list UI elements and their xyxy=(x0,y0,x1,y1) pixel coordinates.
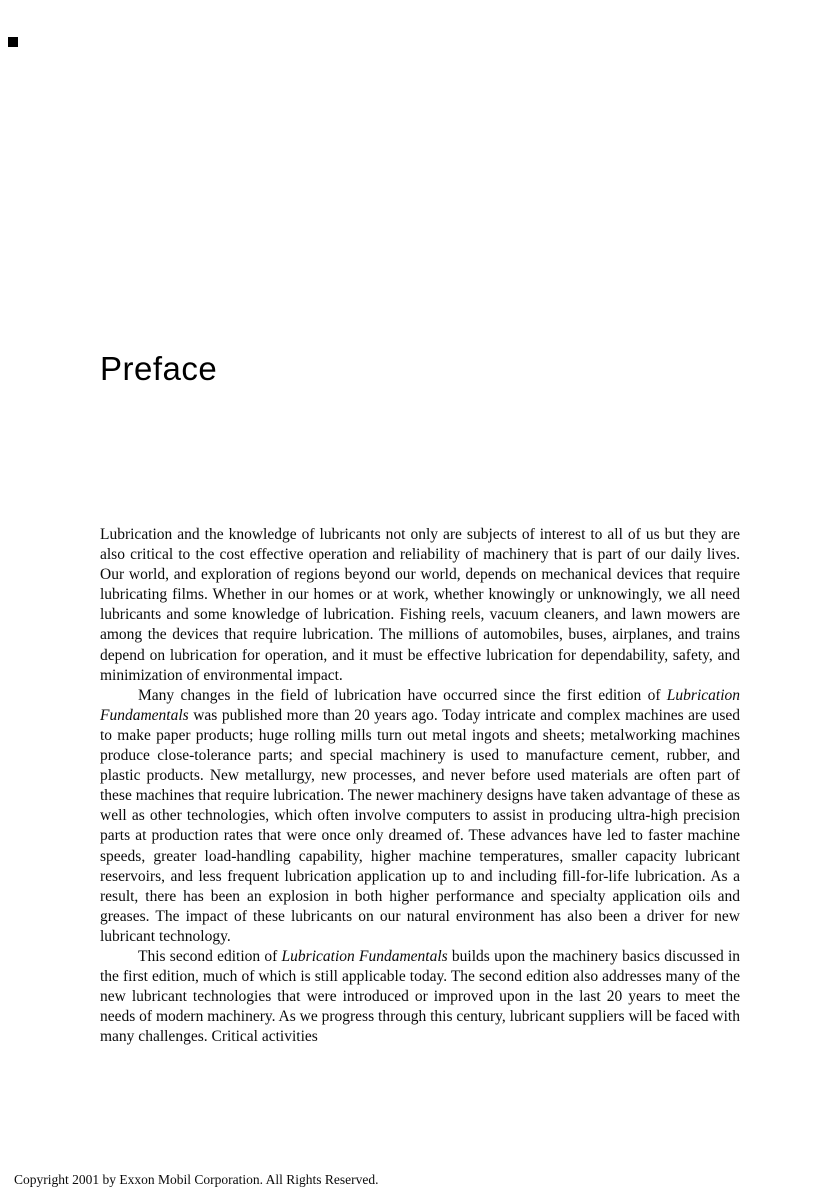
page-corner-mark xyxy=(8,37,18,47)
book-title-italic-1: Lubrication Fundamentals xyxy=(100,686,740,724)
paragraph-2-text-post: was published more than 20 years ago. Today intricate and complex machines are used to make paper products; huge rolling mills turn out metal ingots and sheets; metalworking machines produce close-tolerance parts; and special machinery is used to manufacture cement, rubber, and plastic products. New metallurgy, new processes, and never before used materials are often part of these machines that require lubrication. The newer machinery designs have taken advantage of these as well as other technologies, which often involve computers to assist in producing ultra-high precision parts at production rates that were once only dreamed of. These advances have led to faster machine speeds, greater load-handling capability, higher machine temperatures, smaller capacity lubricant reservoirs, and less frequent lubrication application up to and including fill-for-life lubrication. As a result, there has been an explosion in both higher performance and specialty application oils and greases. The impact of these lubricants on our natural environment has also been a driver for new lubricant technology. xyxy=(100,706,740,945)
paragraph-1-text: Lubrication and the knowledge of lubricants not only are subjects of interest to all of us but they are also critical to the cost effective operation and reliability of machinery that is part of our daily lives. Our world, and exploration of regions beyond our world, depends on mechanical devices that require lubricating films. Whether in our homes or at work, whether knowingly or unknowingly, we all need lubricants and some knowledge of lubrication. Fishing reels, vacuum cleaners, and lawn mowers are among the devices that require lubrication. The millions of automobiles, buses, airplanes, and trains depend on lubrication for operation, and it must be effective lubrication for dependability, safety, and minimization of environmental impact. xyxy=(100,526,740,684)
paragraph-2-text-pre: Many changes in the field of lubrication have occurred since the first edition of xyxy=(138,686,667,704)
paragraph-2 xyxy=(100,686,740,947)
page-title: Preface xyxy=(100,350,218,387)
paragraph-1 xyxy=(100,525,740,686)
copyright-footer: Copyright 2001 by Exxon Mobil Corporation. All Rights Reserved. xyxy=(14,1172,379,1187)
paragraph-3-text-pre: This second edition of xyxy=(138,947,282,965)
book-title-italic-2: Lubrication Fundamentals xyxy=(281,947,448,965)
paragraph-3-text-post: builds upon the machinery basics discussed in the first edition, much of which is still applicable today. The second edition also addresses many of the new lubricant technologies that were introduced or improved upon in the last 20 years to meet the needs of modern machinery. As we progress through this century, lubricant suppliers will be faced with many challenges. Critical activities xyxy=(100,947,741,1046)
body-text xyxy=(100,525,740,1047)
paragraph-3 xyxy=(100,947,740,1047)
